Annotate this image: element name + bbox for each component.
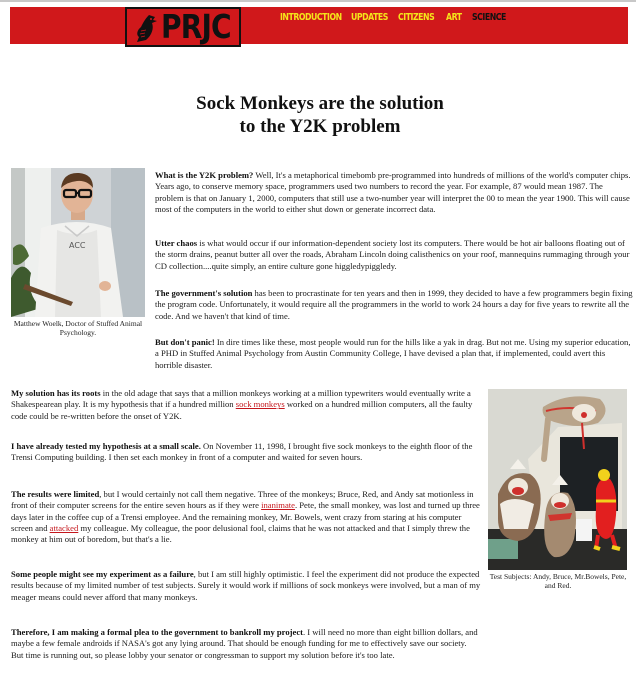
logo-wordmark: PRJC (161, 7, 231, 46)
sock-monkeys-photo (488, 389, 627, 570)
svg-text:ACC: ACC (69, 241, 86, 250)
window-top-border (0, 0, 636, 2)
paragraph-government-solution (155, 288, 633, 322)
inanimate-link[interactable]: inanimate (261, 500, 295, 511)
paragraph-text: worked on a hundred million computers, all the faulty code could be re-written before the onset of Y2K. (11, 399, 473, 421)
paragraph-lead: Some people might see my experiment as a failure (11, 569, 194, 579)
sock-monkeys-link[interactable]: sock monkeys (235, 399, 285, 410)
paragraph-utter-chaos (155, 238, 633, 272)
attacked-link[interactable]: attacked (49, 522, 79, 533)
paragraph-text: , but I am still highly optimistic. I feel the experiment did not produce the expected results because of my limited number of test subjects. Surely it would work if millions of sock monkeys were involved, but a man of my meager means could never afford that many monkeys. (11, 569, 481, 602)
paragraph-lead: The results were limited (11, 489, 100, 499)
sock-monkeys-photo-caption: Test Subjects: Andy, Bruce, Mr.Bowels, Pete, and Red. (489, 572, 627, 590)
paragraph-lead: But don't panic! (155, 337, 215, 347)
bird-icon (133, 13, 159, 43)
nav-updates[interactable]: UPDATES (351, 12, 388, 23)
paragraph-text: On November 11, 1998, I brought five sock monkeys to the eighth floor of the Trensi Computing building. I then set each monkey in front of a computer and waited for seven hours. (11, 441, 473, 463)
paragraph-text: , but I would certainly not call them negative. Three of the monkeys; Bruce, Red, and Andy sat motionless in front of their computer screens for the entire seven hours as if they were (11, 489, 474, 511)
paragraph-text: in the old adage that says that a million monkeys working at a million typewriters would eventually write a Shakespearean play. It is my hypothesis that if a hundred million (11, 388, 471, 410)
paragraph-dont-panic (155, 337, 633, 371)
paragraph-lead: My solution has its roots (11, 388, 101, 398)
paragraph-solution-roots (11, 388, 481, 422)
page-title (0, 92, 640, 138)
paragraph-lead: Utter chaos (155, 238, 198, 248)
nav-citizens[interactable]: CITIZENS (398, 12, 435, 23)
paragraph-lead: What is the Y2K problem? (155, 170, 254, 180)
page-title-line-2: to the Y2K problem (239, 116, 401, 137)
paragraph-text: Well, It's a metaphorical timebomb pre-programmed into hundreds of millions of the world's computer chips. Years ago, to conserve memory space, programmers used two numbers to record the year. For example, 87 would mean 1987. The problem is that on January 1, 2000, computers that still use a two-number year will interpret the 00 to mean the year 1900. This will cause most of the computers in the world to either shut down or generate incorrect data. (155, 170, 631, 214)
paragraph-formal-plea (11, 627, 481, 661)
paragraph-lead: I have already tested my hypothesis at a small scale. (11, 441, 201, 451)
author-photo (11, 168, 145, 317)
paragraph-experiment-failure (11, 569, 481, 603)
nav-introduction[interactable]: INTRODUCTION (280, 12, 342, 23)
site-logo[interactable] (125, 7, 241, 47)
paragraph-tested-hypothesis (11, 441, 481, 464)
paragraph-y2k-problem (155, 170, 633, 215)
paragraph-text: my colleague. My colleague, the poor delusional fool, claims that he was not attacked and that I simply threw the monkey at him out of boredom, but that's a lie. (11, 522, 470, 545)
paragraph-text: . Pete, the small monkey, was lost and turned up three days later in the coffee cup of a Trensi employee. And the remaining monkey, Mr. Bowels, went crazy from staring at his computer screen and (11, 500, 480, 533)
page-title-line-1: Sock Monkeys are the solution (196, 93, 444, 114)
author-photo-caption: Matthew Woelk, Doctor of Stuffed Animal Psychology. (13, 319, 143, 337)
paragraph-lead: The government's solution (155, 288, 253, 298)
paragraph-lead: Therefore, I am making a formal plea to the government to bankroll my project (11, 627, 303, 637)
nav-art[interactable]: ART (446, 12, 462, 23)
paragraph-text: has been to procrastinate for ten years and then in 1999, they decided to have a few programmers begin fixing the program code. Unfortunately, it would require all the programmers in the world to work 24 hours a day for five years to rewrite all the code. And we haven't that kind of time. (155, 288, 633, 321)
paragraph-text: In dire times like these, most people would run for the hills like a yak in drag. But not me. Using my superior education, a PHD in Stuffed Animal Psychology from Austin Community College, I have devised a plan that, if implemented, could avert this horrible disaster. (155, 337, 631, 370)
paragraph-text: is what would occur if our information-dependent society lost its computers. There would be hot air balloons floating out of the storm drains, peanut butter all over the roads, Abraham Lincoln doing calisthenics on your roof, mannequins rummaging through your CD collection....quite simply, an entire culture gone higgledypiggledy. (155, 238, 630, 271)
paragraph-results-limited (11, 489, 481, 545)
paragraph-text: . I will need no more than eight billion dollars, and maybe a few female androids if NASA's got any lying around. That should be enough funding for me to effectively save our society. But time is running out, so please lobby your senator or congressman to support my solution before it's too late. (11, 627, 478, 660)
nav-science[interactable]: SCIENCE (472, 12, 506, 23)
